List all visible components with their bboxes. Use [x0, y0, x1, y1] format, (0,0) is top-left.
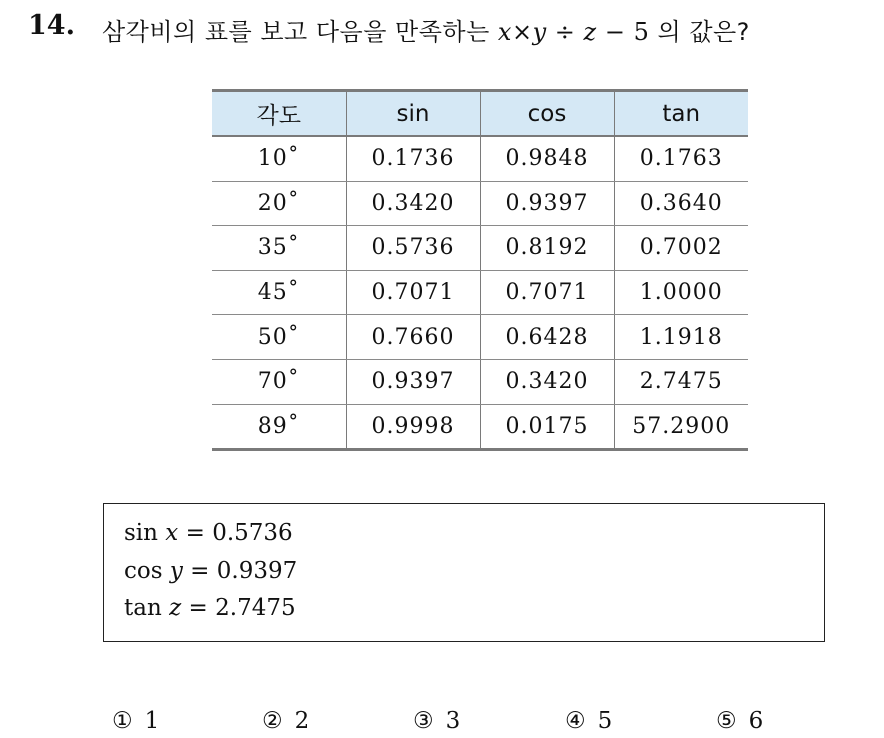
cell-sin: 0.9998: [346, 404, 480, 450]
given-line-tan: [124, 595, 296, 621]
header-sin: sin: [346, 91, 480, 137]
header-cos: cos: [480, 91, 614, 137]
question-text-prefix: 삼각비의 표를 보고 다음을 만족하는: [102, 18, 490, 46]
given-func: tan: [124, 595, 162, 621]
choice-marker: ①: [112, 708, 133, 734]
given-value: 0.5736: [212, 520, 293, 546]
expr-z: z: [583, 18, 597, 46]
cell-angle: 10˚: [212, 136, 346, 181]
question-text-suffix: 의 값은?: [657, 18, 750, 46]
cell-angle: 45˚: [212, 270, 346, 315]
choice-marker: ③: [413, 708, 434, 734]
cell-tan: 0.3640: [614, 181, 748, 226]
cell-sin: 0.7660: [346, 315, 480, 360]
cell-tan: 2.7475: [614, 359, 748, 404]
cell-sin: 0.3420: [346, 181, 480, 226]
table-row: [212, 270, 748, 315]
choice-5[interactable]: [716, 708, 763, 734]
cell-sin: 0.1736: [346, 136, 480, 181]
cell-angle: 89˚: [212, 404, 346, 450]
cell-angle: 70˚: [212, 359, 346, 404]
trig-table: [212, 89, 748, 451]
choice-marker: ②: [262, 708, 283, 734]
given-line-cos: [124, 558, 297, 584]
question-number: 14.: [28, 10, 75, 41]
expr-y: y: [532, 18, 547, 46]
cell-cos: 0.9848: [480, 136, 614, 181]
choice-marker: ⑤: [716, 708, 737, 734]
choice-marker: ④: [565, 708, 586, 734]
cell-angle: 20˚: [212, 181, 346, 226]
given-value: 2.7475: [215, 595, 296, 621]
table-row: [212, 315, 748, 360]
cell-cos: 0.6428: [480, 315, 614, 360]
cell-tan: 0.7002: [614, 226, 748, 271]
cell-angle: 35˚: [212, 226, 346, 271]
given-conditions-box: [103, 503, 825, 642]
choice-4[interactable]: [565, 708, 612, 734]
given-var: z: [169, 595, 182, 621]
given-var: y: [169, 558, 183, 584]
cell-cos: 0.8192: [480, 226, 614, 271]
given-value: 0.9397: [216, 558, 298, 584]
table-row: [212, 404, 748, 450]
cell-tan: 0.1763: [614, 136, 748, 181]
cell-sin: 0.9397: [346, 359, 480, 404]
header-angle: 각도: [212, 91, 346, 137]
expr-minus: −: [604, 18, 626, 46]
choice-value: 1: [144, 708, 160, 734]
question-text: [102, 12, 750, 47]
cell-cos: 0.7071: [480, 270, 614, 315]
table-header-row: [212, 91, 748, 137]
table-row: [212, 359, 748, 404]
table-row: [212, 136, 748, 181]
given-eq: =: [190, 558, 210, 584]
given-func: sin: [124, 520, 158, 546]
expr-five: 5: [633, 18, 650, 46]
choice-value: 5: [597, 708, 613, 734]
expr-div: ÷: [554, 18, 576, 46]
cell-cos: 0.0175: [480, 404, 614, 450]
choice-value: 3: [445, 708, 461, 734]
given-line-sin: [124, 520, 293, 546]
table-row: [212, 181, 748, 226]
given-var: x: [165, 520, 179, 546]
cell-cos: 0.3420: [480, 359, 614, 404]
cell-cos: 0.9397: [480, 181, 614, 226]
choice-3[interactable]: [413, 708, 460, 734]
question-expression: [498, 18, 658, 46]
given-eq: =: [188, 595, 208, 621]
cell-tan: 1.1918: [614, 315, 748, 360]
cell-sin: 0.5736: [346, 226, 480, 271]
cell-tan: 57.2900: [614, 404, 748, 450]
given-func: cos: [124, 558, 163, 584]
choice-2[interactable]: [262, 708, 309, 734]
cell-angle: 50˚: [212, 315, 346, 360]
cell-sin: 0.7071: [346, 270, 480, 315]
expr-x: x: [497, 18, 512, 46]
table-row: [212, 226, 748, 271]
cell-tan: 1.0000: [614, 270, 748, 315]
choice-value: 2: [294, 708, 310, 734]
given-eq: =: [185, 520, 205, 546]
expr-times: ×: [511, 18, 533, 46]
choice-value: 6: [748, 708, 764, 734]
choice-1[interactable]: [112, 708, 159, 734]
header-tan: tan: [614, 91, 748, 137]
